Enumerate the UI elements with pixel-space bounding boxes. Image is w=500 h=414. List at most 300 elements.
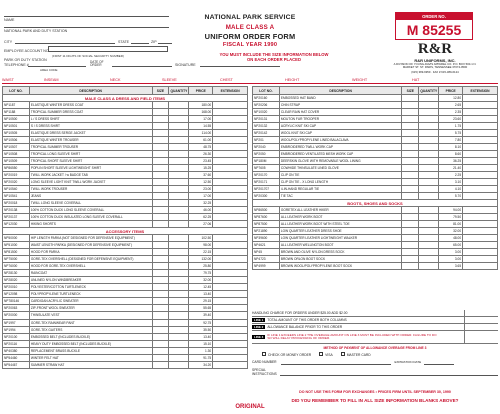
accessory-item-row — [3, 235, 248, 242]
hat-item-size-cell[interactable] — [402, 151, 419, 158]
dress-item-lot-cell: NP20019 — [3, 172, 30, 179]
hat-item-ext-cell[interactable] — [463, 130, 498, 137]
hat-item-qty-cell[interactable] — [419, 109, 439, 116]
col-lot: LOT NO. — [3, 87, 30, 95]
hat-item-size-cell[interactable] — [402, 158, 419, 165]
accessory-item-lot-cell: NP12098 — [3, 291, 30, 298]
accessory-item-size-cell[interactable] — [152, 256, 169, 263]
hat-item-size-cell[interactable] — [402, 144, 419, 151]
hat-item-qty-cell[interactable] — [419, 130, 439, 137]
dress-item-qty-cell[interactable] — [169, 130, 189, 137]
accessory-item-row — [3, 256, 248, 263]
measure-chest: CHEST — [220, 78, 233, 82]
hat-item-row — [253, 165, 498, 172]
hat-item-price-cell: 2.35 — [439, 109, 463, 116]
accessory-item-qty-cell[interactable] — [169, 305, 189, 312]
line2-text: ALLOWANCE BALANCE PRIOR TO THIS ORDER — [267, 324, 343, 329]
accessory-item-desc-cell: ZIP-FRONT WOOL SWEATER — [29, 305, 152, 312]
dress-item-ext-cell[interactable] — [213, 123, 248, 130]
dress-item-desc-cell: TROPICAL SHORT SLEEVE SHIRT — [29, 158, 152, 165]
accessory-item-qty-cell[interactable] — [169, 270, 189, 277]
hat-item-ext-cell[interactable] — [463, 193, 498, 200]
dress-item-ext-cell[interactable] — [213, 179, 248, 186]
boot-item-desc-cell: BROWN AND OLIVE NYLON DRESS SOCK — [279, 249, 401, 256]
hat-item-size-cell[interactable] — [402, 186, 419, 193]
dress-item-size-cell[interactable] — [152, 200, 169, 207]
accessory-item-ext-cell[interactable] — [213, 298, 248, 305]
accessory-item-desc-cell: SUMMER STRAW HAT — [29, 361, 152, 368]
accessory-item-qty-cell[interactable] — [169, 235, 189, 242]
boot-item-ext-cell[interactable] — [463, 263, 498, 270]
accessory-item-qty-cell[interactable] — [169, 298, 189, 305]
boot-item-qty-cell[interactable] — [419, 263, 439, 270]
hat-item-qty-cell[interactable] — [419, 95, 439, 102]
order-number-box — [395, 12, 473, 40]
hat-item-qty-cell[interactable] — [419, 172, 439, 179]
accessory-item-size-cell[interactable] — [152, 340, 169, 347]
dress-item-desc-cell: JEANS — [29, 193, 152, 200]
boot-item-desc-cell: BROWN ORLON BOOT SOCK — [279, 256, 401, 263]
accessory-item-price-cell: 34.20 — [189, 361, 213, 368]
dress-item-size-cell[interactable] — [152, 123, 169, 130]
hat-item-ext-cell[interactable] — [463, 116, 498, 123]
accessory-item-desc-cell: CARDIGAN ACRYLIC SWEATER — [29, 298, 152, 305]
accessory-item-qty-cell[interactable] — [169, 340, 189, 347]
accessory-item-price-cell: 32.00 — [189, 277, 213, 284]
boot-item-lot-cell: NP4621 — [253, 242, 280, 249]
boot-item-size-cell[interactable] — [402, 207, 419, 214]
accessory-item-ext-cell[interactable] — [213, 284, 248, 291]
employee-account-field[interactable] — [48, 46, 168, 52]
dress-item-ext-cell[interactable] — [213, 214, 248, 221]
telephone-field[interactable] — [28, 66, 86, 67]
hat-item-ext-cell[interactable] — [463, 186, 498, 193]
accessory-item-qty-cell[interactable] — [169, 277, 189, 284]
dress-item-ext-cell[interactable] — [213, 130, 248, 137]
accessory-item-qty-cell[interactable] — [169, 284, 189, 291]
park-field[interactable] — [4, 27, 169, 28]
dress-item-price-cell: 114.00 — [189, 130, 213, 137]
line3-amount[interactable] — [464, 331, 498, 344]
accessory-item-desc-cell: HEAVY DUTY EMBOSSED BELT (INCLUDES BUCKLE) — [29, 340, 152, 347]
signature-field[interactable] — [200, 66, 280, 67]
state-field[interactable] — [131, 43, 149, 44]
accessory-item-row — [3, 354, 248, 361]
special-instructions-field[interactable] — [280, 368, 498, 376]
hat-item-qty-cell[interactable] — [419, 158, 439, 165]
dress-item-price-cell: 180.00 — [189, 102, 213, 109]
accessory-item-qty-cell[interactable] — [169, 256, 189, 263]
measure-hat: HAT — [412, 78, 420, 82]
dress-item-qty-cell[interactable] — [169, 214, 189, 221]
area-code-label: AREA CODE — [40, 68, 58, 72]
line1-amount[interactable] — [464, 317, 498, 324]
dress-item-size-cell[interactable] — [152, 207, 169, 214]
dress-item-qty-cell[interactable] — [169, 158, 189, 165]
hat-item-ext-cell[interactable] — [463, 165, 498, 172]
name-field[interactable] — [4, 16, 169, 17]
accessory-item-lot-cell: NP54460 — [3, 354, 30, 361]
card-number-field[interactable] — [281, 361, 391, 365]
left-order-table — [2, 86, 248, 369]
dress-item-size-cell[interactable] — [152, 221, 169, 228]
accessory-item-size-cell[interactable] — [152, 263, 169, 270]
dress-item-size-cell[interactable] — [152, 116, 169, 123]
dress-item-qty-cell[interactable] — [169, 116, 189, 123]
accessory-item-size-cell[interactable] — [152, 347, 169, 354]
boot-item-size-cell[interactable] — [402, 228, 419, 235]
hat-item-ext-cell[interactable] — [463, 123, 498, 130]
hat-item-size-cell[interactable] — [402, 95, 419, 102]
accessory-item-qty-cell[interactable] — [169, 347, 189, 354]
dress-item-qty-cell[interactable] — [169, 179, 189, 186]
hat-item-ext-cell[interactable] — [463, 137, 498, 144]
hat-item-ext-cell[interactable] — [463, 151, 498, 158]
hat-item-ext-cell[interactable] — [463, 158, 498, 165]
accessory-item-ext-cell[interactable] — [213, 347, 248, 354]
dress-item-ext-cell[interactable] — [213, 207, 248, 214]
hat-item-size-cell[interactable] — [402, 172, 419, 179]
boot-item-row — [253, 263, 498, 270]
dress-item-price-cell: 168.00 — [189, 109, 213, 116]
city-label: CITY — [4, 40, 13, 44]
measure-sleeve: SLEEVE — [162, 78, 177, 82]
hat-item-desc-cell: CHIN STRAP — [279, 102, 401, 109]
dress-item-ext-cell[interactable] — [213, 116, 248, 123]
dress-item-qty-cell[interactable] — [169, 200, 189, 207]
hat-item-ext-cell[interactable] — [463, 109, 498, 116]
hat-item-price-cell: 4.10 — [439, 186, 463, 193]
hat-item-size-cell[interactable] — [402, 137, 419, 144]
accessory-item-ext-cell[interactable] — [213, 340, 248, 347]
col-quantity: QUANTITY — [170, 88, 188, 93]
boot-item-size-cell[interactable] — [402, 242, 419, 249]
accessory-item-size-cell[interactable] — [152, 249, 169, 256]
hat-item-ext-cell[interactable] — [463, 179, 498, 186]
dress-item-qty-cell[interactable] — [169, 193, 189, 200]
dress-item-size-cell[interactable] — [152, 151, 169, 158]
accessory-item-lot-cell: NP1997 — [3, 319, 30, 326]
boot-item-lot-cell: NP45 — [253, 249, 280, 256]
hat-item-qty-cell[interactable] — [419, 137, 439, 144]
dress-item-price-cell: 15.25 — [189, 165, 213, 172]
accessory-item-lot-cell: NP81500 — [3, 249, 30, 256]
accessory-item-size-cell[interactable] — [152, 291, 169, 298]
dress-item-desc-cell: ELASTIQUE WINTER TROUSER — [29, 137, 152, 144]
dress-item-qty-cell[interactable] — [169, 137, 189, 144]
dress-item-ext-cell[interactable] — [213, 221, 248, 228]
dress-item-qty-cell[interactable] — [169, 109, 189, 116]
city-field[interactable] — [15, 43, 115, 44]
dress-item-size-cell[interactable] — [152, 172, 169, 179]
dress-item-qty-cell[interactable] — [169, 144, 189, 151]
dress-item-row — [3, 165, 248, 172]
accessory-item-desc-cell: WINTER FELT HAT — [29, 354, 152, 361]
dress-item-row — [3, 151, 248, 158]
dress-item-ext-cell[interactable] — [213, 151, 248, 158]
boot-item-qty-cell[interactable] — [419, 207, 439, 214]
dress-item-price-cell: 17.00 — [189, 193, 213, 200]
dress-item-desc-cell: HIKING SHORTS — [29, 221, 152, 228]
dress-item-price-cell: 17.00 — [189, 116, 213, 123]
dress-item-qty-cell[interactable] — [169, 123, 189, 130]
boot-item-qty-cell[interactable] — [419, 235, 439, 242]
accessory-item-row — [3, 333, 248, 340]
boot-item-desc-cell: ALL LEATHER WORK BOOT WITH STEEL TOE — [279, 221, 401, 228]
boot-item-price-cell: 32.00 — [439, 228, 463, 235]
accessory-item-qty-cell[interactable] — [169, 361, 189, 368]
dress-item-qty-cell[interactable] — [169, 186, 189, 193]
boot-item-desc-cell: LOW QUARTER LEATHER LIGHTWEIGHT WALKER — [279, 235, 401, 242]
accessory-item-qty-cell[interactable] — [169, 291, 189, 298]
hat-item-size-cell[interactable] — [402, 179, 419, 186]
hat-item-ext-cell[interactable] — [463, 102, 498, 109]
boot-item-size-cell[interactable] — [402, 249, 419, 256]
accessory-item-desc-cell: GORE-TEX GAITERS — [29, 326, 152, 333]
dress-item-qty-cell[interactable] — [169, 221, 189, 228]
accessory-item-ext-cell[interactable] — [213, 319, 248, 326]
dress-item-ext-cell[interactable] — [213, 137, 248, 144]
boot-item-ext-cell[interactable] — [463, 256, 498, 263]
col-extension: EXTENSION — [213, 87, 248, 95]
hat-item-ext-cell[interactable] — [463, 95, 498, 102]
accessory-item-ext-cell[interactable] — [213, 354, 248, 361]
hat-item-lot-cell: NP201707 — [253, 186, 280, 193]
boot-item-size-cell[interactable] — [402, 256, 419, 263]
zip-field[interactable] — [158, 43, 172, 44]
hat-item-price-cell: 1.75 — [439, 123, 463, 130]
col-description: DESCRIPTION — [29, 87, 152, 95]
hat-item-price-cell: 8.60 — [439, 151, 463, 158]
hat-item-qty-cell[interactable] — [419, 186, 439, 193]
hat-item-desc-cell: CLEAR RAIN HAT COVER — [279, 109, 401, 116]
hat-item-lot-cell: NP20171 — [253, 179, 280, 186]
boot-item-ext-cell[interactable] — [463, 207, 498, 214]
boot-item-row — [253, 249, 498, 256]
accessory-item-ext-cell[interactable] — [213, 326, 248, 333]
accessory-item-qty-cell[interactable] — [169, 242, 189, 249]
boot-item-desc-cell: ALL LEATHER WELLINGTON BOOT — [279, 242, 401, 249]
accessory-item-qty-cell[interactable] — [169, 333, 189, 340]
boot-item-qty-cell[interactable] — [419, 249, 439, 256]
mastercard-checkbox[interactable] — [341, 352, 345, 356]
dress-item-row — [3, 137, 248, 144]
dress-item-size-cell[interactable] — [152, 137, 169, 144]
accessory-item-ext-cell[interactable] — [213, 333, 248, 340]
date-of-order-field[interactable] — [112, 66, 172, 67]
accessory-item-ext-cell[interactable] — [213, 235, 248, 242]
hat-item-qty-cell[interactable] — [419, 116, 439, 123]
dress-item-qty-cell[interactable] — [169, 151, 189, 158]
section-boots: BOOTS, SHOES AND SOCKS — [253, 200, 498, 207]
dress-item-ext-cell[interactable] — [213, 186, 248, 193]
dress-item-ext-cell[interactable] — [213, 165, 248, 172]
dress-item-ext-cell[interactable] — [213, 200, 248, 207]
accessory-item-price-cell: 13.40 — [189, 291, 213, 298]
dress-item-size-cell[interactable] — [152, 130, 169, 137]
hat-item-size-cell[interactable] — [402, 102, 419, 109]
boot-item-ext-cell[interactable] — [463, 235, 498, 242]
accessory-item-ext-cell[interactable] — [213, 263, 248, 270]
accessory-item-size-cell[interactable] — [152, 333, 169, 340]
hat-item-desc-cell: DEERSKIN GLOVE WITH REMOVABLE WOOL LINING — [279, 158, 401, 165]
accessory-item-qty-cell[interactable] — [169, 249, 189, 256]
accessory-item-qty-cell[interactable] — [169, 319, 189, 326]
boot-item-size-cell[interactable] — [402, 263, 419, 270]
accessory-item-qty-cell[interactable] — [169, 354, 189, 361]
hat-item-qty-cell[interactable] — [419, 151, 439, 158]
boot-item-qty-cell[interactable] — [419, 256, 439, 263]
dress-item-size-cell[interactable] — [152, 158, 169, 165]
hat-item-qty-cell[interactable] — [419, 144, 439, 151]
dress-item-size-cell[interactable] — [152, 144, 169, 151]
accessory-item-ext-cell[interactable] — [213, 249, 248, 256]
hat-item-size-cell[interactable] — [402, 193, 419, 200]
accessory-item-ext-cell[interactable] — [213, 270, 248, 277]
check-checkbox[interactable] — [262, 352, 266, 356]
accessory-item-size-cell[interactable] — [152, 319, 169, 326]
line2-amount[interactable] — [464, 324, 498, 331]
hat-item-row — [253, 158, 498, 165]
dress-item-ext-cell[interactable] — [213, 158, 248, 165]
dress-item-row — [3, 179, 248, 186]
accessory-item-size-cell[interactable] — [152, 361, 169, 368]
hat-item-qty-cell[interactable] — [419, 179, 439, 186]
accessory-item-size-cell[interactable] — [152, 270, 169, 277]
boot-item-qty-cell[interactable] — [419, 221, 439, 228]
accessory-item-lot-cell: NP20100 — [3, 333, 30, 340]
dress-item-qty-cell[interactable] — [169, 165, 189, 172]
hat-item-qty-cell[interactable] — [419, 123, 439, 130]
dress-item-ext-cell[interactable] — [213, 109, 248, 116]
hat-item-size-cell[interactable] — [402, 116, 419, 123]
dress-item-price-cell: 61.00 — [189, 137, 213, 144]
hat-item-qty-cell[interactable] — [419, 165, 439, 172]
col-extension: EXTENSION — [463, 87, 498, 95]
accessory-item-row — [3, 298, 248, 305]
hat-item-price-cell: 23.60 — [439, 116, 463, 123]
accessory-item-price-cell: 13.40 — [189, 333, 213, 340]
accessory-item-row — [3, 340, 248, 347]
hat-item-size-cell[interactable] — [402, 123, 419, 130]
dress-item-ext-cell[interactable] — [213, 172, 248, 179]
hat-item-lot-cell: NP20131 — [253, 116, 280, 123]
dress-item-size-cell[interactable] — [152, 165, 169, 172]
hat-item-qty-cell[interactable] — [419, 102, 439, 109]
accessory-item-qty-cell[interactable] — [169, 326, 189, 333]
hat-item-size-cell[interactable] — [402, 130, 419, 137]
accessory-item-desc-cell: REPLACEMENT BRASS BUCKLE — [29, 347, 152, 354]
hat-item-size-cell[interactable] — [402, 165, 419, 172]
accessory-item-ext-cell[interactable] — [213, 277, 248, 284]
dress-item-lot-cell: NP20137 — [3, 214, 30, 221]
line1-tag: LINE 1 — [254, 317, 264, 322]
boot-item-ext-cell[interactable] — [463, 242, 498, 249]
hat-item-ext-cell[interactable] — [463, 172, 498, 179]
dress-item-row — [3, 116, 248, 123]
order-number: M 85255 — [406, 22, 462, 38]
accessory-item-ext-cell[interactable] — [213, 361, 248, 368]
dress-item-ext-cell[interactable] — [213, 102, 248, 109]
dress-item-size-cell[interactable] — [152, 214, 169, 221]
accessory-item-size-cell[interactable] — [152, 326, 169, 333]
dress-item-qty-cell[interactable] — [169, 207, 189, 214]
accessory-item-size-cell[interactable] — [152, 354, 169, 361]
boot-item-lot-cell: NP4999 — [253, 263, 280, 270]
hat-item-qty-cell[interactable] — [419, 193, 439, 200]
dress-item-size-cell[interactable] — [152, 102, 169, 109]
boot-item-qty-cell[interactable] — [419, 242, 439, 249]
dress-item-ext-cell[interactable] — [213, 193, 248, 200]
hat-item-desc-cell: MOUTON FUR TROOPER — [279, 116, 401, 123]
dress-item-size-cell[interactable] — [152, 186, 169, 193]
boot-item-row — [253, 242, 498, 249]
accessory-item-ext-cell[interactable] — [213, 242, 248, 249]
boot-item-price-cell: 3.00 — [439, 249, 463, 256]
accessory-item-size-cell[interactable] — [152, 284, 169, 291]
dress-item-desc-cell: LONG SLEEVE LIGHT KNIT TWILL WORK JACKET — [29, 179, 152, 186]
visa-checkbox[interactable] — [319, 352, 323, 356]
accessory-item-ext-cell[interactable] — [213, 312, 248, 319]
exp-date-field[interactable] — [424, 361, 454, 365]
handling-amount[interactable] — [464, 310, 498, 317]
accessory-item-ext-cell[interactable] — [213, 305, 248, 312]
col-description: DESCRIPTION — [279, 87, 401, 95]
boot-item-lot-cell: NP87500 — [253, 221, 280, 228]
boot-item-qty-cell[interactable] — [419, 214, 439, 221]
accessory-item-desc-cell: THINSULATE VEST — [29, 312, 152, 319]
boot-item-lot-cell: NP87600 — [253, 214, 280, 221]
dress-item-ext-cell[interactable] — [213, 144, 248, 151]
boot-item-size-cell[interactable] — [402, 214, 419, 221]
hat-item-ext-cell[interactable] — [463, 144, 498, 151]
accessory-item-lot-cell: NP1994 — [3, 326, 30, 333]
boot-item-qty-cell[interactable] — [419, 228, 439, 235]
hat-item-row — [253, 137, 498, 144]
dress-item-qty-cell[interactable] — [169, 172, 189, 179]
accessory-item-ext-cell[interactable] — [213, 291, 248, 298]
accessory-item-ext-cell[interactable] — [213, 256, 248, 263]
accessory-item-qty-cell[interactable] — [169, 312, 189, 319]
hat-item-size-cell[interactable] — [402, 109, 419, 116]
boot-item-ext-cell[interactable] — [463, 228, 498, 235]
measure-height: HEIGHT — [285, 78, 300, 82]
dress-item-size-cell[interactable] — [152, 193, 169, 200]
boot-item-size-cell[interactable] — [402, 221, 419, 228]
dress-item-row — [3, 144, 248, 151]
dress-item-size-cell[interactable] — [152, 109, 169, 116]
accessory-item-size-cell[interactable] — [152, 305, 169, 312]
hat-item-row — [253, 116, 498, 123]
hat-item-row — [253, 109, 498, 116]
dress-item-qty-cell[interactable] — [169, 102, 189, 109]
boot-item-ext-cell[interactable] — [463, 214, 498, 221]
accessory-item-qty-cell[interactable] — [169, 263, 189, 270]
accessory-item-size-cell[interactable] — [152, 277, 169, 284]
boot-item-ext-cell[interactable] — [463, 221, 498, 228]
hat-item-desc-cell: WOOL KNIT SKI CAP — [279, 130, 401, 137]
boot-item-size-cell[interactable] — [402, 235, 419, 242]
accessory-item-size-cell[interactable] — [152, 312, 169, 319]
accessory-item-size-cell[interactable] — [152, 235, 169, 242]
order-no-label: ORDER NO. — [422, 13, 446, 19]
form-title: UNIFORM ORDER FORM — [204, 32, 296, 41]
boot-item-ext-cell[interactable] — [463, 249, 498, 256]
dress-item-size-cell[interactable] — [152, 179, 169, 186]
accessory-item-lot-cell: NP20116 — [3, 340, 30, 347]
accessory-item-size-cell[interactable] — [152, 298, 169, 305]
accessory-item-size-cell[interactable] — [152, 242, 169, 249]
